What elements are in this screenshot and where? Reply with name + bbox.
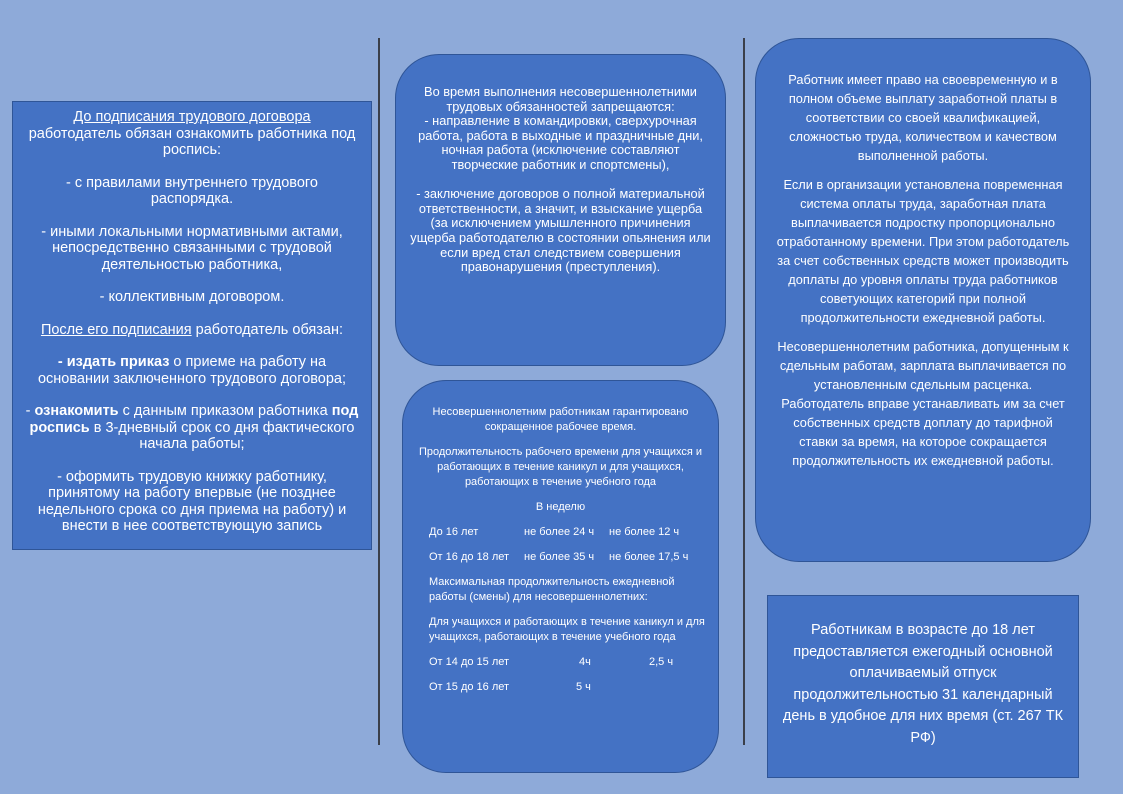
annual-leave-box (767, 595, 1079, 778)
bold-text: под роспись (29, 403, 359, 436)
piecework-pay-text: Несовершеннолетним работника, допущенным к сдельным работам, зарплата выплачивается по установленным сдельным расценка. Работодатель вправе устанавливать им за счет собственных средств доплату до тарифной ставки за время, на которое сокращается продолжительность их ежедневной работы. (777, 339, 1069, 468)
local-acts-item: - иными локальными нормативными актами, непосредственно связанными с трудовой деятельностью работника, (41, 223, 343, 273)
reduced-time-text: Несовершеннолетним работникам гарантировано сокращенное рабочее время. (432, 406, 689, 433)
issue-order-item (23, 354, 361, 387)
prohibition-business-trips: - направление в командировки, сверхурочная работа, работа в выходные и праздничные дни, ночная работа (исключение составляют творческие работник и спортсмены), (418, 113, 703, 172)
max-daily-heading: Максимальная продолжительность ежедневной работы (смены) для несовершеннолетних: (429, 576, 675, 603)
value-cell: 2,5 ч (649, 656, 674, 668)
value-cell: 5 ч (576, 681, 591, 693)
text: работодатель обязан: (191, 321, 344, 338)
working-time-box (402, 380, 719, 773)
column-divider-right (743, 38, 745, 745)
prohibitions-box (395, 54, 726, 366)
bold-text: ознакомить (34, 403, 119, 419)
text: в 3-дневный срок со дня фактического начала работы; (89, 419, 355, 452)
annual-leave-text: Работникам в возрасте до 18 лет предоставляется ежегодный основной оплачиваемый отпуск продолжительностью 31 календарный день в удобное для них время (ст. 267 ТК РФ) (782, 622, 1064, 746)
age-cell: От 16 до 18 лет (429, 551, 510, 563)
column-divider-left (378, 38, 380, 745)
table-row (413, 550, 708, 565)
underlined-heading: После его подписания (40, 321, 192, 338)
right-to-wages-text: Работник имеет право на своевременную и в полном объеме выплату заработной платы в соответствии со своей квалификацией, сложностью труда, количеством и качеством выполненной работы. (788, 72, 1058, 163)
per-week-label: В неделю (535, 501, 586, 513)
age-cell: От 14 до 15 лет (429, 656, 510, 668)
text: с данным приказом работника (118, 403, 332, 419)
text: о приеме на работу на основании заключенного трудового договора; (37, 354, 347, 387)
work-book-item: - оформить трудовую книжку работнику, принятому на работу впервые (не позднее недельного срока со дня приема на работу) и внести в нее соответствующую запись (37, 468, 347, 534)
age-cell: До 16 лет (429, 526, 479, 538)
daily-subheading: Для учащихся и работающих в течение каникул и для учащихся, работающих в течение учебного года (429, 616, 705, 643)
table-row (413, 655, 708, 670)
collective-agreement-item: - коллективным договором. (99, 289, 285, 305)
wages-box (755, 38, 1091, 562)
prohibition-liability: - заключение договоров о полной материальной ответственности, а значит, и взыскание ущерба (за исключением умышленного причинения ущерба работодателю в состоянии опьянения или если вред стал следствием совершения правонарушения (преступления). (410, 186, 711, 275)
value-cell: не более 24 ч (524, 526, 595, 538)
prohibitions-intro: Во время выполнения несовершеннолетними трудовых обязанностей запрещаются: (424, 84, 697, 114)
internal-rules-item: - с правилами внутреннего трудового распорядка. (66, 174, 318, 207)
age-cell: От 15 до 16 лет (429, 681, 510, 693)
pre-contract-obligations-box (12, 101, 372, 550)
paragraph-after-signing (23, 322, 361, 339)
time-based-pay-text: Если в организации установлена повременная система оплаты труда, заработная плата выплачивается подростку пропорционально отработанному времени. При этом работодатель за счет собственных средств может производить доплаты до уровня оплаты труда работников советующих категорий при полной продолжительности ежедневной работы. (776, 177, 1070, 325)
value-cell: не более 17,5 ч (609, 551, 689, 563)
table-row (413, 525, 708, 540)
value-cell: не более 35 ч (524, 551, 595, 563)
paragraph-before-signing (23, 109, 361, 159)
table-row (413, 680, 708, 695)
underlined-heading: До подписания трудового договора (73, 109, 311, 125)
value-cell: не более 12 ч (609, 526, 680, 538)
bold-text: - издать приказ (57, 354, 170, 370)
text: - (25, 403, 35, 419)
working-time-heading: Продолжительность рабочего времени для учащихся и работающих в течение каникул и для учащихся, работающих в течение учебного года (418, 446, 703, 488)
text: работодатель обязан ознакомить работника под роспись: (28, 125, 356, 158)
acquaint-item (23, 403, 361, 453)
value-cell: 4ч (579, 656, 591, 668)
